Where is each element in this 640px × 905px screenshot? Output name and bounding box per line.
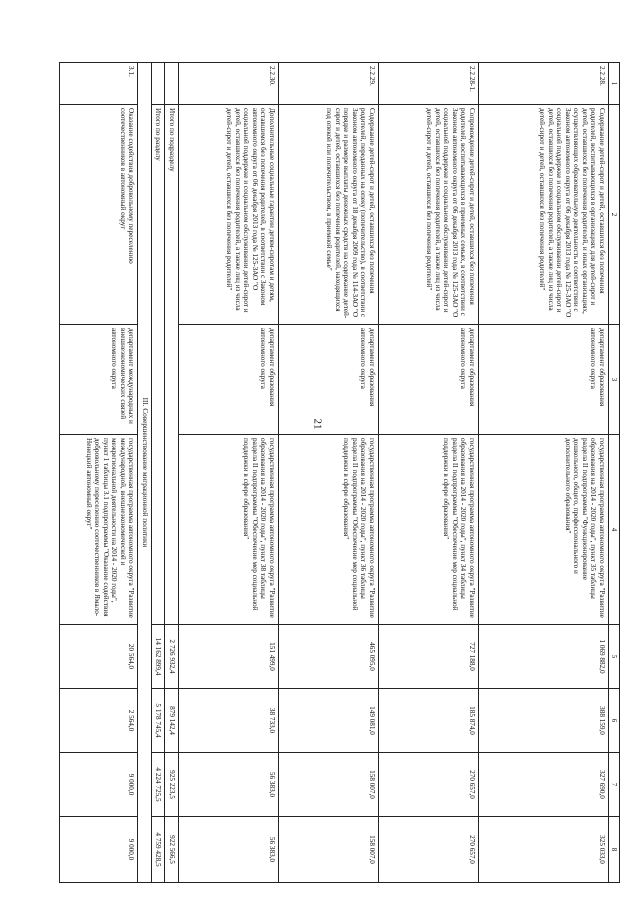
- row-total: 465 095,0: [278, 625, 378, 689]
- section-total-row: [151, 63, 164, 883]
- table-row: [278, 63, 378, 883]
- colnum-4: 4: [608, 435, 619, 625]
- colnum-5: 5: [608, 625, 619, 689]
- section-total-total: 14 162 899,4: [151, 625, 164, 689]
- section-header: III. Совершенствование миграционной политики: [138, 63, 151, 883]
- row-2020: 56 383,0: [178, 817, 278, 883]
- row-name: Сопровождение детей-сирот и детей, оставшихся без попечения родителей, воспитывающихся в приемных семьях, в соответствии с Законом автономного округа от 06 декабря 2013 года № 125-ЗАО "О социальной поддержке и социальном обслуживании детей-сирот и детей, оставшихся без попечения родителей, а также лиц из числа детей-сирот и детей, оставшихся без попечения родителей": [378, 105, 478, 325]
- row-total: 151 499,0: [178, 625, 278, 689]
- row-name: Содержание детей-сирот и детей, оставшихся без попечения родителей, воспитывающихся в организациях для детей-сирот и детей, оставшихся без попечения родителей, и иных организациях, осуществляющих образовательную деятельность в соответствии с Законом автономного округа от 06 декабря 2013 года № 125-ЗАО "О социальной поддержке и социальном обслуживании детей-сирот и детей, оставшихся без попечения родителей, а также лиц из числа детей-сирот и детей, оставшихся без попечения родителей": [478, 105, 608, 325]
- row-2018: 149 081,0: [278, 689, 378, 753]
- row-name: Оказание содействия добровольному переселению соотечественников в автономный округ: [60, 105, 138, 325]
- row-code: 2.2.28.: [478, 63, 608, 105]
- row-2019: 56 383,0: [178, 753, 278, 817]
- subtotal-total: 2 726 932,4: [165, 625, 178, 689]
- row-executor: департамент образования автономного округа: [478, 325, 608, 435]
- column-numbers-row: [608, 63, 619, 883]
- subtotal-2020: 922 566,5: [165, 817, 178, 883]
- budget-table: [59, 62, 620, 883]
- row-executor: департамент образования автономного округа: [178, 325, 278, 435]
- row-program: государственная программа автономного округа "Развитие образования на 2014 - 2020 годы", пункт 36 таблицы раздела II подпрограммы "Обеспечение мер социальной поддержки в сфере образования": [278, 435, 378, 625]
- row-name: Дополнительные социальные гарантии детям-сиротам и детям, оставшимся без попечения родителей, в соответствии с Законом автономного округа от 06 декабря 2013 года № 125-ЗАО "О социальной поддержке и социальном обслуживании детей-сирот и детей, оставшихся без попечения родителей, а также лиц из числа детей-сирот и детей, оставшихся без попечения родителей": [178, 105, 278, 325]
- section-header-row: [138, 63, 151, 883]
- row-code: 2.2.29.: [278, 63, 378, 105]
- colnum-2: 2: [608, 105, 619, 325]
- colnum-3: 3: [608, 325, 619, 435]
- row-2018: 38 733,0: [178, 689, 278, 753]
- row-executor: департамент международных и внешнеэкономических связей автономного округа: [60, 325, 138, 435]
- row-program: государственная программа автономного округа "Развитие образования на 2014 - 2020 годы", пункт 34 таблицы раздела II подпрограммы "Обеспечение мер социальной поддержки в сфере образования": [378, 435, 478, 625]
- row-2018: 2 564,0: [60, 689, 138, 753]
- row-2019: 270 657,0: [378, 753, 478, 817]
- row-code: 2.2.30.: [178, 63, 278, 105]
- row-total: 1 069 882,0: [478, 625, 608, 689]
- row-total: 20 564,0: [60, 625, 138, 689]
- page-number: 21: [311, 418, 324, 430]
- subtotal-row: [165, 63, 178, 883]
- row-2019: 327 690,0: [478, 753, 608, 817]
- row-2018: 388 159,0: [478, 689, 608, 753]
- row-executor: департамент образования автономного округа: [278, 325, 378, 435]
- table-row: [478, 63, 608, 883]
- row-name: Содержание детей-сирот и детей, оставшихся без попечения родителей, переданных на опеку (попечительство), в соответствии с Законом автономного округа от 18 декабря 2009 года № 114-ЗАО "О порядке и размере выплаты денежных средств на содержание детей-сирот и детей, оставшихся без попечения родителей, находящихся под опекой или попечительством, в приемной семье": [278, 105, 378, 325]
- row-2020: 9 000,0: [60, 817, 138, 883]
- colnum-7: 7: [608, 753, 619, 817]
- subtotal-label: Итого по подразделу: [165, 105, 178, 625]
- colnum-8: 8: [608, 817, 619, 883]
- row-code: 3.1.: [60, 63, 138, 105]
- table-row: [178, 63, 278, 883]
- section-total-2018: 5 178 745,4: [151, 689, 164, 753]
- row-2018: 185 874,0: [378, 689, 478, 753]
- table-row: [378, 63, 478, 883]
- row-total: 727 188,0: [378, 625, 478, 689]
- row-2020: 325 033,0: [478, 817, 608, 883]
- row-program: государственная программа автономного округа "Развитие международной, внешнеэкономической и межрегиональной деятельности на 2014 - 2020 годы", пункт 1 таблицы 3.1 подпрограммы "Оказание содействия добровольному переселению соотечественников в Ямало-Ненецкий автономный округ": [60, 435, 138, 625]
- row-program: государственная программа автономного округа "Развитие образования на 2014 - 2020 годы", пункт 38 таблицы раздела II подпрограммы "Обеспечение мер социальной поддержки в сфере образования": [178, 435, 278, 625]
- row-code: 2.2.28-1.: [378, 63, 478, 105]
- section-total-2020: 4 759 428,5: [151, 817, 164, 883]
- row-2020: 270 657,0: [378, 817, 478, 883]
- row-executor: департамент образования автономного округа: [378, 325, 478, 435]
- row-2019: 158 007,0: [278, 753, 378, 817]
- row-2019: 9 000,0: [60, 753, 138, 817]
- row-program: государственная программа автономного округа "Развитие образования на 2014 - 2020 годы", пункт 35 таблицы раздела II подпрограммы "Функционирование дошкольного, общего, профессионального и дополнительного образования": [478, 435, 608, 625]
- table-row: [60, 63, 138, 883]
- rotated-table-wrapper: [20, 62, 620, 882]
- colnum-1: 1: [608, 63, 619, 105]
- colnum-6: 6: [608, 689, 619, 753]
- row-2020: 158 007,0: [278, 817, 378, 883]
- subtotal-2018: 879 142,4: [165, 689, 178, 753]
- section-total-label: Итого по разделу: [151, 105, 164, 625]
- subtotal-2019: 925 223,5: [165, 753, 178, 817]
- section-total-2019: 4 224 725,5: [151, 753, 164, 817]
